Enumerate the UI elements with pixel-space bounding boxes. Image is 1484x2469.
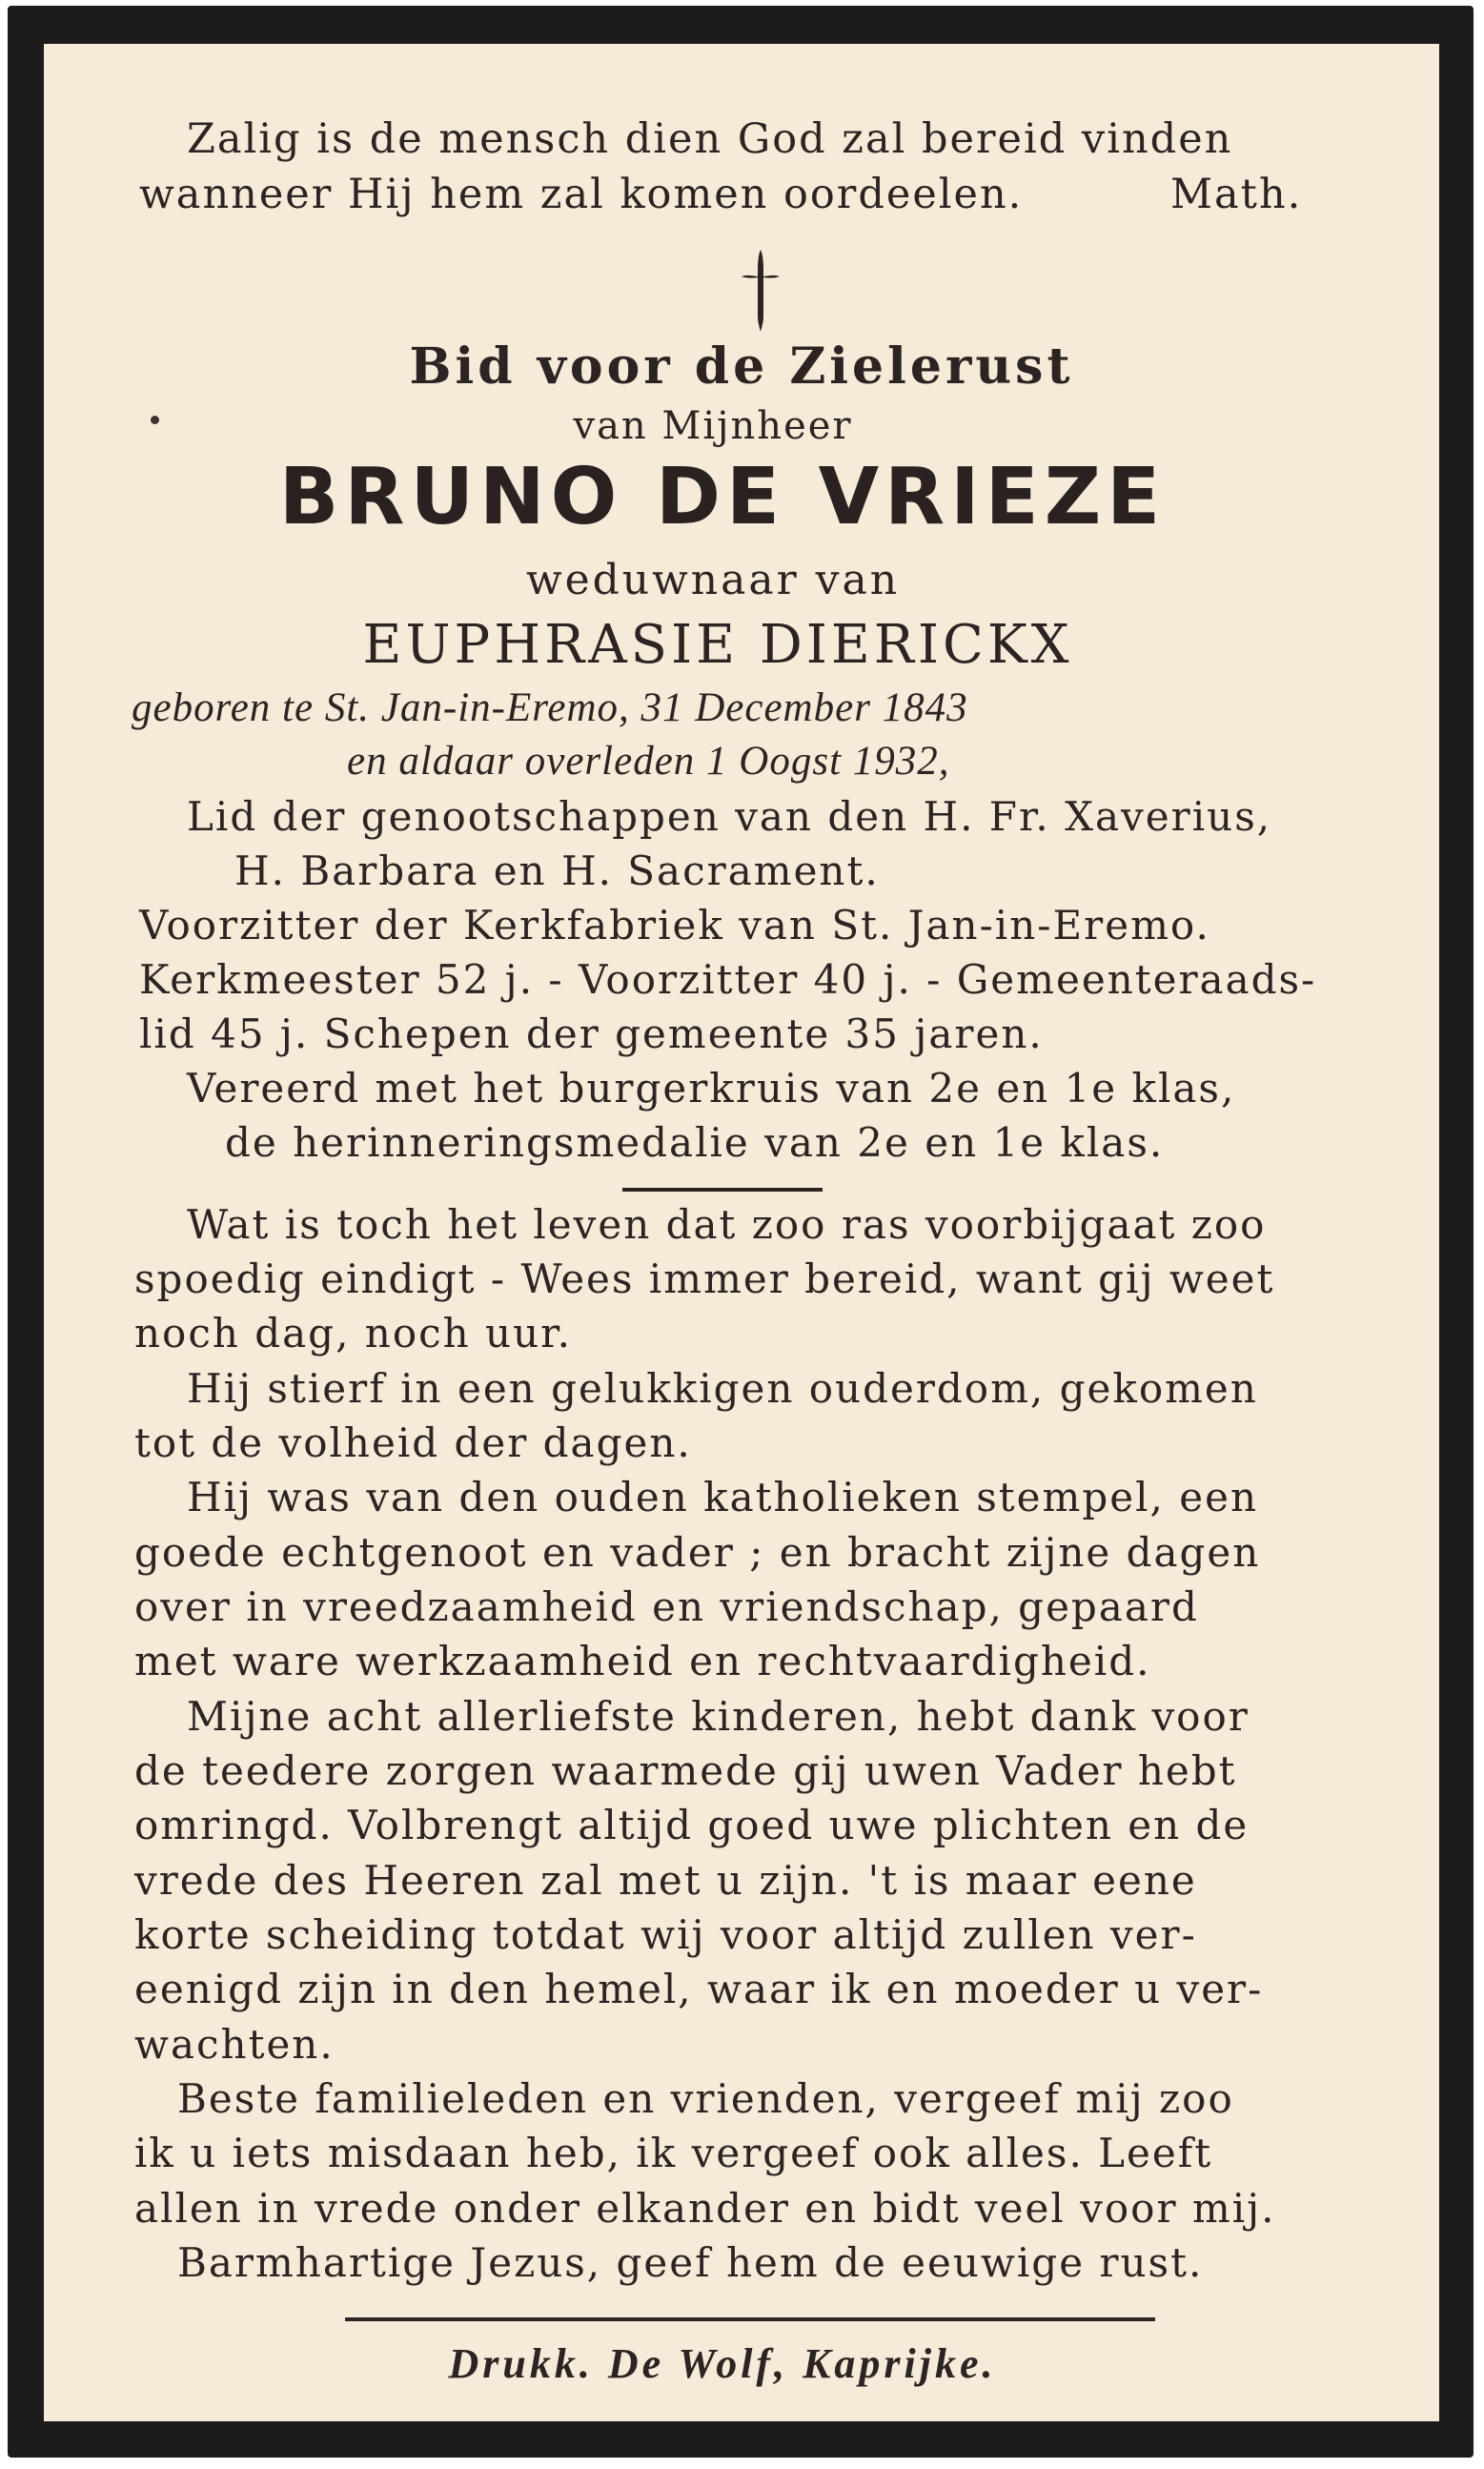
verse-line-2 bbox=[44, 171, 1439, 218]
body-line: wachten. bbox=[134, 2021, 335, 2068]
role-line: Lid der genootschappen van den H. Fr. Xaverius, bbox=[187, 793, 1272, 840]
body-line: Barmhartige Jezus, geef hem de eeuwige rust. bbox=[177, 2239, 1204, 2286]
body-line: omringd. Volbrengt altijd goed uwe plichten en de bbox=[134, 1802, 1250, 1848]
widower-of: weduwnaar van bbox=[525, 556, 901, 604]
mourning-card-border bbox=[8, 6, 1474, 2458]
divider-long bbox=[345, 2317, 1155, 2321]
role-line: de herinneringsmedalie van 2e en 1e klas. bbox=[225, 1119, 1165, 1166]
verse-line-2-text: wanneer Hij hem zal komen oordeelen. bbox=[139, 171, 1024, 218]
role-line: Vereerd met het burgerkruis van 2e en 1e klas, bbox=[187, 1065, 1236, 1112]
body-line: de teedere zorgen waarmede gij uwen Vader hebt bbox=[134, 1747, 1237, 1794]
spouse-name: EUPHRASIE DIERICKX bbox=[362, 614, 1073, 676]
verse-line-1: Zalig is de mensch dien God zal bereid vinden bbox=[187, 115, 1233, 163]
body-line: Hij stierf in een gelukkigen ouderdom, gekomen bbox=[187, 1365, 1258, 1412]
death-line: en aldaar overleden 1 Oogst 1932, bbox=[347, 739, 950, 784]
prayer-heading: Bid voor de Zielerust bbox=[409, 337, 1074, 396]
body-line: allen in vrede onder elkander en bidt veel voor mij. bbox=[134, 2185, 1276, 2232]
birth-line: geboren te St. Jan-in-Eremo, 31 December 1843 bbox=[132, 685, 968, 730]
role-line: lid 45 j. Schepen der gemeente 35 jaren. bbox=[139, 1010, 1044, 1057]
body-line: Beste familieleden en vrienden, vergeef mij zoo bbox=[177, 2075, 1234, 2122]
divider-short bbox=[622, 1188, 823, 1192]
body-line: met ware werkzaamheid en rechtvaardigheid. bbox=[134, 1638, 1151, 1684]
body-line: Hij was van den ouden katholieken stempel, een bbox=[187, 1474, 1258, 1520]
memorial-card bbox=[44, 44, 1439, 2421]
body-line: korte scheiding totdat wij voor altijd zullen ver- bbox=[134, 1911, 1197, 1958]
body-line: ik u iets misdaan heb, ik vergeef ook alles. Leeft bbox=[134, 2130, 1213, 2176]
printer-credit: Drukk. De Wolf, Kaprijke. bbox=[448, 2340, 997, 2387]
verse-reference: Math. bbox=[1170, 171, 1303, 218]
role-line: Voorzitter der Kerkfabriek van St. Jan-in-Eremo. bbox=[139, 902, 1210, 949]
honorific: van Mijnheer bbox=[573, 404, 853, 448]
body-line: eenigd zijn in den hemel, waar ik en moeder u ver- bbox=[134, 1966, 1264, 2012]
body-line: over in vreedzaamheid en vriendschap, gepaard bbox=[134, 1583, 1199, 1630]
body-line: goede echtgenoot en vader ; en bracht zijne dagen bbox=[134, 1529, 1261, 1576]
body-line: noch dag, noch uur. bbox=[134, 1310, 572, 1357]
deceased-name: BRUNO DE VRIEZE bbox=[278, 452, 1167, 542]
body-line: vrede des Heeren zal met u zijn. 't is maar eene bbox=[134, 1857, 1197, 1904]
role-line: H. Barbara en H. Sacrament. bbox=[234, 847, 880, 894]
body-line: tot de volheid der dagen. bbox=[134, 1419, 692, 1466]
body-line: Mijne acht allerliefste kinderen, hebt dank voor bbox=[187, 1693, 1250, 1740]
role-line: Kerkmeester 52 j. - Voorzitter 40 j. - Gemeenteraads- bbox=[139, 956, 1317, 1003]
body-line: spoedig eindigt - Wees immer bereid, want gij weet bbox=[134, 1255, 1275, 1302]
cross-icon bbox=[740, 248, 782, 334]
body-line: Wat is toch het leven dat zoo ras voorbijgaat zoo bbox=[187, 1201, 1267, 1248]
